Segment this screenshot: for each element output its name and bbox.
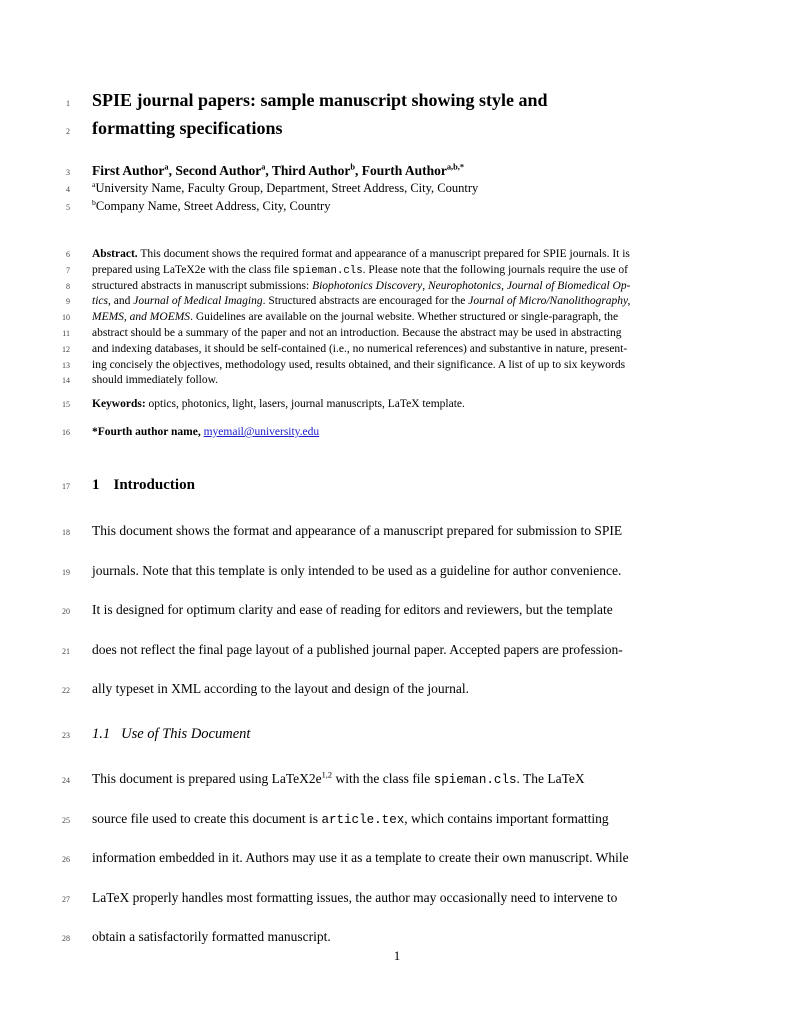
- text-segment: optics, photonics, light, lasers, journal manuscripts, LaTeX template.: [145, 398, 465, 410]
- line-row: [0, 116, 794, 144]
- line-text: [92, 342, 704, 357]
- text-segment: , and: [107, 295, 134, 308]
- text-segment: ,: [501, 279, 507, 292]
- text-segment: Neurophotonics: [428, 279, 502, 292]
- text-segment: Keywords:: [92, 398, 146, 410]
- text-segment: ,: [422, 279, 429, 292]
- text-segment: Journal of Medical Imaging: [133, 295, 263, 308]
- line-number: 1: [66, 99, 70, 108]
- text-segment: journals. Note that this template is only intended to be used as a guideline for author convenience.: [92, 562, 622, 578]
- text-segment: formatting specifications: [92, 118, 283, 138]
- line-text: [92, 88, 704, 113]
- line-number: 20: [62, 607, 70, 616]
- text-segment: 1: [92, 477, 100, 493]
- page-number: 1: [393, 948, 401, 963]
- line-text: [92, 263, 704, 279]
- line-row: [0, 279, 794, 295]
- line-row: [0, 839, 794, 879]
- abstract: [0, 247, 794, 389]
- line-number: 2: [66, 127, 70, 136]
- text-segment: , Fourth Author: [354, 163, 447, 178]
- text-segment: This document shows the required format and appearance of a manuscript prepared for SPIE journals. It is: [137, 248, 630, 260]
- line-row: [0, 342, 794, 358]
- line-row: [0, 294, 794, 310]
- line-row: [0, 161, 794, 182]
- keywords: [0, 397, 794, 412]
- text-segment: abstract should be a summary of the paper and not an introduction. Because the abstract may be used in abstracting: [92, 326, 622, 339]
- text-segment: spieman.cls: [292, 264, 363, 277]
- line-number: 7: [66, 265, 70, 275]
- line-row: [0, 198, 794, 216]
- section-heading-introduction: [0, 476, 794, 496]
- paper-title: [0, 88, 794, 144]
- line-number: 18: [62, 528, 70, 537]
- text-segment: This document shows the format and appearance of a manuscript prepared for submission to SPIE: [92, 523, 623, 538]
- line-text: [92, 326, 704, 341]
- line-number: 21: [62, 646, 70, 656]
- text-segment: does not reflect the final page layout of a published journal paper. Accepted papers are profession-: [92, 641, 623, 657]
- line-row: [0, 631, 794, 671]
- text-segment: a: [164, 162, 169, 172]
- line-number: 9: [66, 297, 70, 307]
- text-segment: ally typeset in XML according to the layout and design of the journal.: [92, 681, 470, 696]
- line-row: [0, 358, 794, 374]
- introduction-paragraph: [0, 512, 794, 710]
- text-segment: Introduction: [113, 477, 195, 493]
- text-segment: with the class file: [332, 771, 434, 786]
- line-text: [92, 294, 704, 309]
- line-text: [92, 198, 704, 215]
- line-row: [0, 247, 794, 263]
- text-segment: , Third Author: [265, 163, 351, 178]
- line-text: [92, 879, 704, 917]
- text-segment: prepared using LaTeX2e with the class file: [92, 263, 293, 276]
- line-number: 24: [62, 776, 70, 785]
- line-row: [0, 725, 794, 745]
- line-number: 22: [62, 686, 70, 695]
- line-row: [0, 591, 794, 631]
- line-text: [92, 358, 704, 373]
- line-row: [0, 88, 794, 116]
- line-text: [92, 310, 704, 325]
- email-link[interactable]: myemail@university.edu: [203, 426, 320, 438]
- text-segment: source file used to create this document is: [92, 810, 322, 826]
- line-row: [0, 397, 794, 412]
- text-segment: Company Name, Street Address, City, Country: [95, 199, 331, 213]
- line-row: [0, 180, 794, 198]
- line-text: [92, 476, 704, 495]
- text-segment: article.tex: [321, 812, 405, 827]
- text-segment: information embedded in it. Authors may use it as a template to create their own manuscript. While: [92, 850, 629, 865]
- line-number: 28: [62, 934, 70, 943]
- text-segment: tics: [92, 295, 108, 308]
- affiliations: [0, 180, 794, 216]
- line-row: [0, 552, 794, 592]
- text-segment: . Structured abstracts are encouraged for the: [262, 295, 469, 308]
- line-number: 15: [62, 400, 70, 409]
- text-segment: Use of This Document: [121, 726, 251, 742]
- text-segment: MEMS, and MOEMS: [92, 311, 191, 324]
- line-text: [92, 760, 704, 800]
- text-segment: . The LaTeX: [516, 771, 585, 786]
- text-segment: a: [261, 162, 266, 172]
- line-number: 27: [62, 894, 70, 904]
- text-segment: a,b,*: [446, 162, 465, 172]
- line-number: 4: [66, 185, 70, 194]
- line-text: [92, 373, 704, 388]
- line-number: 10: [62, 313, 70, 323]
- line-text: [92, 279, 704, 294]
- text-segment: SPIE journal papers: sample manuscript showing style and: [92, 90, 548, 110]
- text-segment: Journal of Micro/Nanolithography,: [468, 295, 631, 308]
- line-number: 11: [62, 328, 70, 338]
- line-text: [92, 425, 704, 440]
- line-number: 17: [62, 482, 70, 491]
- text-segment: 1,2: [321, 770, 333, 780]
- author-footnote: [0, 425, 794, 440]
- line-number: 19: [62, 567, 70, 577]
- text-segment: , which contains important formatting: [404, 810, 609, 826]
- line-number: 23: [62, 731, 70, 740]
- line-row: [0, 263, 794, 279]
- text-segment: 1.1: [92, 726, 111, 742]
- line-number: 8: [66, 281, 70, 291]
- text-segment: Abstract.: [92, 248, 138, 260]
- text-segment: ing concisely the objectives, methodology used, results obtained, and their significance. A list of up to six keywords: [92, 358, 626, 371]
- line-text: [92, 725, 704, 744]
- text-segment: Journal of Biomedical Op-: [506, 279, 631, 292]
- text-segment: . Please note that the following journals require the use of: [362, 263, 629, 276]
- text-segment: , Second Author: [168, 163, 262, 178]
- line-text: [92, 631, 704, 669]
- line-number: 26: [62, 855, 70, 864]
- line-row: [0, 310, 794, 326]
- line-number: 12: [62, 344, 70, 354]
- line-number: 14: [62, 376, 70, 386]
- line-row: [0, 670, 794, 710]
- text-segment: b: [350, 162, 355, 172]
- line-text: [92, 180, 704, 197]
- text-segment: and indexing databases, it should be self-contained (i.e., no numerical references) and substantive in nature, present-: [92, 342, 628, 355]
- text-segment: This document is prepared using LaTeX2e: [92, 771, 322, 786]
- text-segment: . Guidelines are available on the journal website. Whether structured or single-paragraph, the: [190, 311, 619, 324]
- line-number: 25: [62, 815, 70, 825]
- line-number: 16: [62, 428, 70, 437]
- line-text: [92, 839, 704, 877]
- line-row: [0, 425, 794, 440]
- line-row: [0, 476, 794, 496]
- text-segment: It is designed for optimum clarity and ease of reading for editors and reviewers, but the template: [92, 602, 613, 617]
- line-text: [92, 247, 704, 262]
- line-number: 13: [62, 360, 70, 370]
- subsection-heading-use-of-this-document: [0, 725, 794, 745]
- text-segment: Biophotonics Discovery: [312, 279, 423, 292]
- line-row: [0, 800, 794, 840]
- line-number: 6: [66, 250, 70, 259]
- line-text: [92, 591, 704, 629]
- line-row: [0, 760, 794, 800]
- line-text: [92, 397, 704, 412]
- line-text: [92, 552, 704, 590]
- text-segment: First Author: [92, 163, 165, 178]
- line-number: 3: [66, 168, 70, 177]
- line-text: [92, 800, 704, 840]
- line-row: [0, 512, 794, 552]
- line-text: [92, 670, 704, 708]
- text-segment: *Fourth author name,: [92, 426, 204, 438]
- line-row: [0, 879, 794, 919]
- author-list: [0, 161, 794, 182]
- line-row: [0, 373, 794, 389]
- line-row: [0, 326, 794, 342]
- usage-paragraph: [0, 760, 794, 958]
- text-segment: should immediately follow.: [92, 374, 219, 387]
- line-text: [92, 116, 704, 141]
- text-segment: b: [92, 197, 96, 207]
- text-segment: University Name, Faculty Group, Department, Street Address, City, Country: [95, 181, 479, 195]
- text-segment: spieman.cls: [433, 773, 517, 787]
- line-text: [92, 161, 704, 180]
- text-segment: obtain a satisfactorily formatted manuscript.: [92, 929, 331, 944]
- text-segment: a: [92, 179, 96, 189]
- text-segment: LaTeX properly handles most formatting issues, the author may occasionally need to intervene to: [92, 889, 618, 905]
- line-number: 5: [66, 203, 70, 212]
- line-text: [92, 512, 704, 550]
- text-segment: structured abstracts in manuscript submissions:: [92, 279, 313, 292]
